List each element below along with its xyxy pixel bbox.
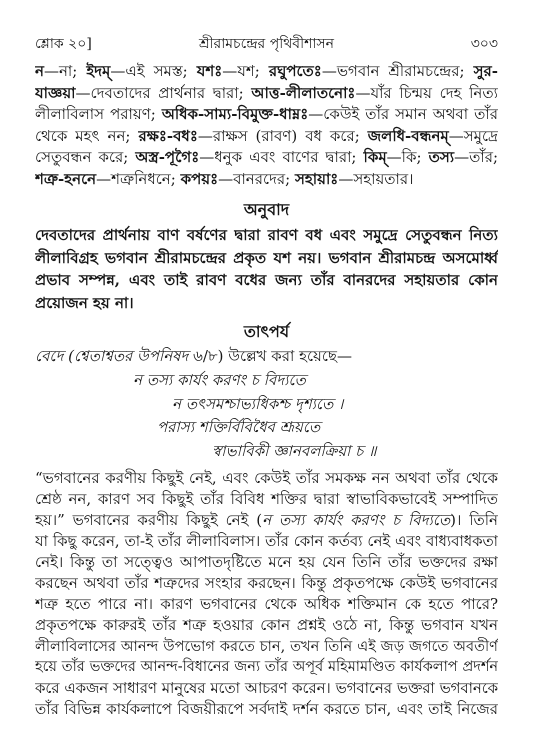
verse-number-label: শ্লোক ২০] (35, 36, 92, 52)
synonym-meaning: —সমুদ্রে (448, 126, 498, 145)
synonym-term: রঘুপতেঃ (268, 62, 322, 80)
purport-text: করছেন অথবা তাঁর শত্রুদের সংহার করছেন। কিন্তু প্রকৃতপক্ষে কেউই ভগবানের (35, 574, 498, 592)
purport-text: শ্রেষ্ঠ নন, কারণ সব কিছুই তাঁর বিবিধ শক্তির দ্বারা স্বাভাবিকভাবেই সম্পাদিত (35, 490, 498, 508)
synonym-term: সুর- (473, 62, 498, 80)
verse-line (35, 393, 498, 417)
synonym-meaning: সেতুবন্ধন করে; (35, 148, 136, 166)
synonym-meaning: —সহায়তার। (338, 169, 414, 188)
synonym-meaning: —কেউই তাঁর সমান অথবা তাঁর (308, 105, 498, 123)
synonym-term: জলধি-বন্ধনম্ (367, 126, 449, 145)
synonym-meaning: —তাঁর; (454, 148, 498, 166)
purport-text: তাঁর বিভিন্ন কার্যকলাপে বিজয়ীরূপে সর্বদাই দর্শন করতে চান, এবং তাই নিজের (35, 700, 498, 718)
synonym-meaning: —রাক্ষস (রাবণ) বধ করে; (197, 126, 368, 145)
verse-line (35, 369, 498, 393)
verse-line (35, 440, 498, 464)
purport-line (35, 636, 498, 657)
purport-line (35, 510, 498, 531)
purport-line (35, 615, 498, 636)
purport-text: )। তিনি (450, 511, 498, 529)
translation-line (35, 247, 498, 270)
synonym-meaning: —শত্রুনিধনে; (96, 169, 181, 188)
synonym-line (35, 147, 498, 169)
verse-text: ন তৎসমশ্চাভ্যধিকশ্চ দৃশ্যতে । (172, 394, 344, 413)
translation-paragraph (35, 224, 498, 314)
translation-line (35, 224, 498, 247)
running-header (35, 33, 498, 55)
synonym-line (35, 169, 498, 191)
synonym-term: কিম্ (363, 148, 387, 166)
purport-text: হয়ে তাঁর ভক্তদের আনন্দ-বিধানের জন্য তাঁর অপূর্ব মহিমামণ্ডিত কার্যকলাপ প্রদর্শন (35, 659, 498, 675)
translation-heading: অনুবাদ (243, 200, 290, 219)
synonym-term: শত্রু-হননে (35, 169, 97, 188)
purport-line (35, 657, 498, 678)
synonym-meaning: —যাঁর চিন্ময় দেহ নিত্য (355, 83, 498, 102)
verse-quote (35, 369, 498, 463)
synonym-meaning: —এই সমস্ত; (110, 62, 197, 80)
intro-text: ৬/৮) উল্লেখ করা হয়েছে— (193, 347, 352, 365)
synonym-line (35, 83, 498, 105)
synonym-term: ইদম্ (86, 62, 111, 80)
purport-text: নেই। কিন্তু তা সত্ত্বেও আপাতদৃষ্টিতে মনে হয় যেন তিনি তাঁর ভক্তদের রক্ষা (35, 553, 498, 571)
verse-text: স্বাভাবিকী জ্ঞানবলক্রিয়া চ ॥ (212, 441, 377, 460)
purport-line (35, 531, 498, 552)
purport-line (35, 699, 498, 720)
purport-text: লীলাবিলাসের আনন্দ উপভোগ করতে চান, তখন তিনি এই জড় জগতে অবতীর্ণ (35, 638, 498, 655)
synonym-meaning: —দেবতাদের প্রার্থনার দ্বারা; (75, 83, 252, 102)
synonym-line (35, 104, 498, 126)
synonym-meaning: থেকে মহৎ নন; (35, 126, 139, 145)
synonym-term: অস্ত্র-পূগৈঃ (135, 148, 200, 166)
purport-paragraph (35, 468, 498, 720)
synonym-line (35, 61, 498, 83)
synonym-term: যাজ্ঞয়া (35, 83, 76, 102)
scripture-reference: বেদে (শ্বেতাশ্বতর উপনিষদ (35, 347, 194, 365)
running-title: শ্রীরামচন্দ্রের পৃথিবীশাসন (198, 36, 335, 52)
synonym-line (35, 126, 498, 148)
translation-text: দেবতাদের প্রার্থনায় বাণ বর্ষণের দ্বারা রাবণ বধ এবং সমুদ্রে সেতুবন্ধন নিত্য (35, 226, 498, 244)
purport-line (35, 573, 498, 594)
synonym-term: অধিক-সাম্য-বিমুক্ত-ধাম্নঃ (161, 105, 309, 123)
synonym-meaning: —যশ; (222, 62, 269, 80)
purport-text: করে একজন সাধারণ মানুষের মতো আচরণ করেন। ভগবানের ভক্তরা ভগবানকে (35, 680, 498, 697)
verse-text: ন তস্য কার্যং করণং চ বিদ্যতে (133, 371, 306, 389)
synonym-meaning: —ধনুক এবং বাণের দ্বারা; (199, 148, 364, 166)
purport-intro (35, 345, 498, 367)
translation-text: লীলাবিগ্রহ ভগবান শ্রীরামচন্দ্রের প্রকৃত যশ নয়। ভগবান শ্রীরামচন্দ্র অসমোর্ধ্ব (35, 248, 498, 267)
synonym-term: কপয়ঃ (180, 169, 219, 188)
synonym-meaning: —বানরদের; (218, 169, 295, 188)
translation-line (35, 292, 498, 315)
synonym-meaning: —ভগবান শ্রীরামচন্দ্রের; (321, 62, 474, 80)
verse-line (35, 416, 498, 440)
synonym-term: তস্য (428, 148, 455, 166)
page-number: ৩০৩ (470, 36, 498, 52)
synonym-term: আত্ত-লীলাতনোঃ (251, 83, 356, 102)
purport-text: “ভগবানের করণীয় কিছুই নেই, এবং কেউই তাঁর সমকক্ষ নন অথবা তাঁর থেকে (35, 469, 498, 487)
translation-text: প্রয়োজন হয় না। (35, 293, 134, 312)
purport-text: হয়।” ভগবানের করণীয় কিছুই নেই ( (35, 511, 263, 529)
purport-text: যা কিছু করেন, তা-ই তাঁর লীলাবিলাস। তাঁর কোন কর্তব্য নেই এবং বাধ্যবাধকতা (35, 532, 498, 550)
purport-line (35, 678, 498, 699)
sanskrit-quote: ন তস্য কার্যং করণং চ বিদ্যতে (262, 511, 451, 529)
translation-text: প্রভাব সম্পন্ন, এবং তাই রাবণ বধের জন্য তাঁর বানরদের সহায়তার কোন (35, 271, 498, 289)
synonyms-paragraph (35, 61, 498, 190)
purport-line (35, 468, 498, 489)
synonym-term: ন (35, 62, 44, 80)
purport-heading: তাৎপর্য (243, 322, 290, 341)
purport-text: শত্রু হতে পারে না। কারণ ভগবানের থেকে অধিক শক্তিমান কে হতে পারে? (35, 595, 498, 613)
translation-line (35, 269, 498, 292)
purport-line (35, 594, 498, 615)
verse-text: পরাস্য শক্তির্বিবিধৈব শ্রূয়তে (157, 418, 321, 436)
synonym-meaning: —না; (43, 62, 87, 80)
intro-line (35, 345, 498, 367)
synonym-meaning: —কি; (386, 148, 429, 166)
purport-text: প্রকৃতপক্ষে কারুরই তাঁর শত্রু হওয়ার কোন প্রশ্নই ওঠে না, কিন্তু ভগবান যখন (35, 616, 498, 634)
synonym-term: সহায়াঃ (294, 169, 339, 188)
purport-line (35, 552, 498, 573)
synonym-meaning: লীলাবিলাস পরায়ণ; (35, 105, 162, 123)
synonym-term: যশঃ (196, 62, 223, 80)
synonym-term: রক্ষঃ-বধঃ (138, 126, 198, 145)
purport-line (35, 489, 498, 510)
